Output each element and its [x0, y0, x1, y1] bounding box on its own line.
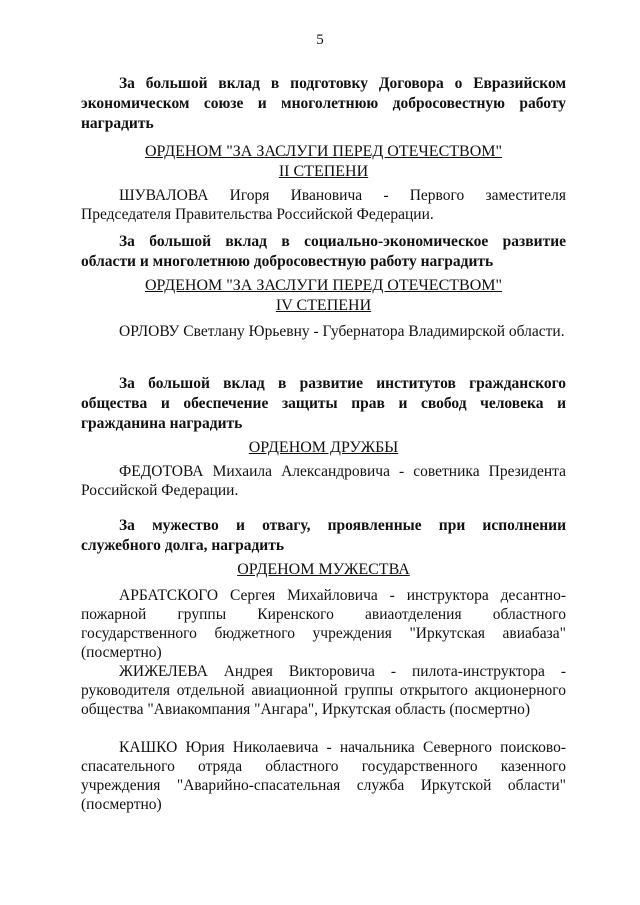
- order-heading-1: [81, 142, 566, 182]
- page-number: 5: [316, 32, 324, 48]
- order-heading-4: [81, 560, 566, 580]
- order-heading-3: [81, 438, 566, 458]
- award-reason: За большой вклад в подготовку Договора о Евразийском экономическом союзе и многолетнюю добросовестную работу наградить: [81, 75, 566, 132]
- order-degree: IV СТЕПЕНИ: [275, 297, 372, 314]
- award-reason: За большой вклад в развитие институтов гражданского общества и обеспечение защиты прав и свобод человека и гражданина наградить: [81, 375, 566, 432]
- order-degree: II СТЕПЕНИ: [278, 163, 369, 180]
- recipient-entry: ФЕДОТОВА Михаила Александровича - советника Президента Российской Федерации.: [81, 463, 566, 499]
- order-title: [81, 142, 566, 182]
- order-name: ОРДЕНОМ "ЗА ЗАСЛУГИ ПЕРЕД ОТЕЧЕСТВОМ": [144, 277, 503, 294]
- order-heading-2: [81, 276, 566, 316]
- recipient-list-3: [81, 462, 566, 500]
- order-name: ОРДЕНОМ МУЖЕСТВА: [237, 561, 410, 578]
- recipient-entry: ОРЛОВУ Светлану Юрьевну - Губернатора Владимирской области.: [119, 323, 565, 340]
- award-reason: За большой вклад в социально-экономическое развитие области и многолетнюю добросовестную работу наградить: [81, 233, 566, 270]
- recipient-entry: ШУВАЛОВА Игоря Ивановича - Первого заместителя Председателя Правительства Российской Федерации.: [81, 187, 566, 223]
- recipient-list-1: [81, 186, 566, 224]
- recipient-list-4: [81, 586, 566, 662]
- order-title: [81, 560, 566, 580]
- award-section-1: [81, 74, 566, 134]
- recipient-entry: АРБАТСКОГО Сергея Михайловича - инструктора десантно-пожарной группы Киренского авиаотделения областного государственного бюджетного учреждения "Иркутская авиабаза" (посмертно): [81, 587, 566, 661]
- award-section-3: [81, 374, 566, 434]
- recipient-entry: ЖИЖЕЛЕВА Андрея Викторовича - пилота-инструктора - руководителя отдельной авиационной группы открытого акционерного общества "Авиакомпания "Ангара", Иркутская область (посмертно): [81, 663, 566, 718]
- order-title: [81, 276, 566, 316]
- award-reason: За мужество и отвагу, проявленные при исполнении служебного долга, наградить: [81, 517, 566, 554]
- award-section-2: [81, 232, 566, 272]
- recipient-list-4c: [81, 738, 566, 814]
- order-name: ОРДЕНОМ ДРУЖБЫ: [248, 439, 399, 456]
- recipient-list-4b: [81, 662, 566, 719]
- recipient-list-2: [81, 322, 566, 341]
- award-section-4: [81, 516, 566, 556]
- recipient-entry: КАШКО Юрия Николаевича - начальника Северного поисково-спасательного отряда областного государственного казенного учреждения "Аварийно-спасательная служба Иркутской области" (посмертно): [81, 739, 566, 813]
- order-name: ОРДЕНОМ "ЗА ЗАСЛУГИ ПЕРЕД ОТЕЧЕСТВОМ": [144, 143, 503, 160]
- order-title: [81, 438, 566, 458]
